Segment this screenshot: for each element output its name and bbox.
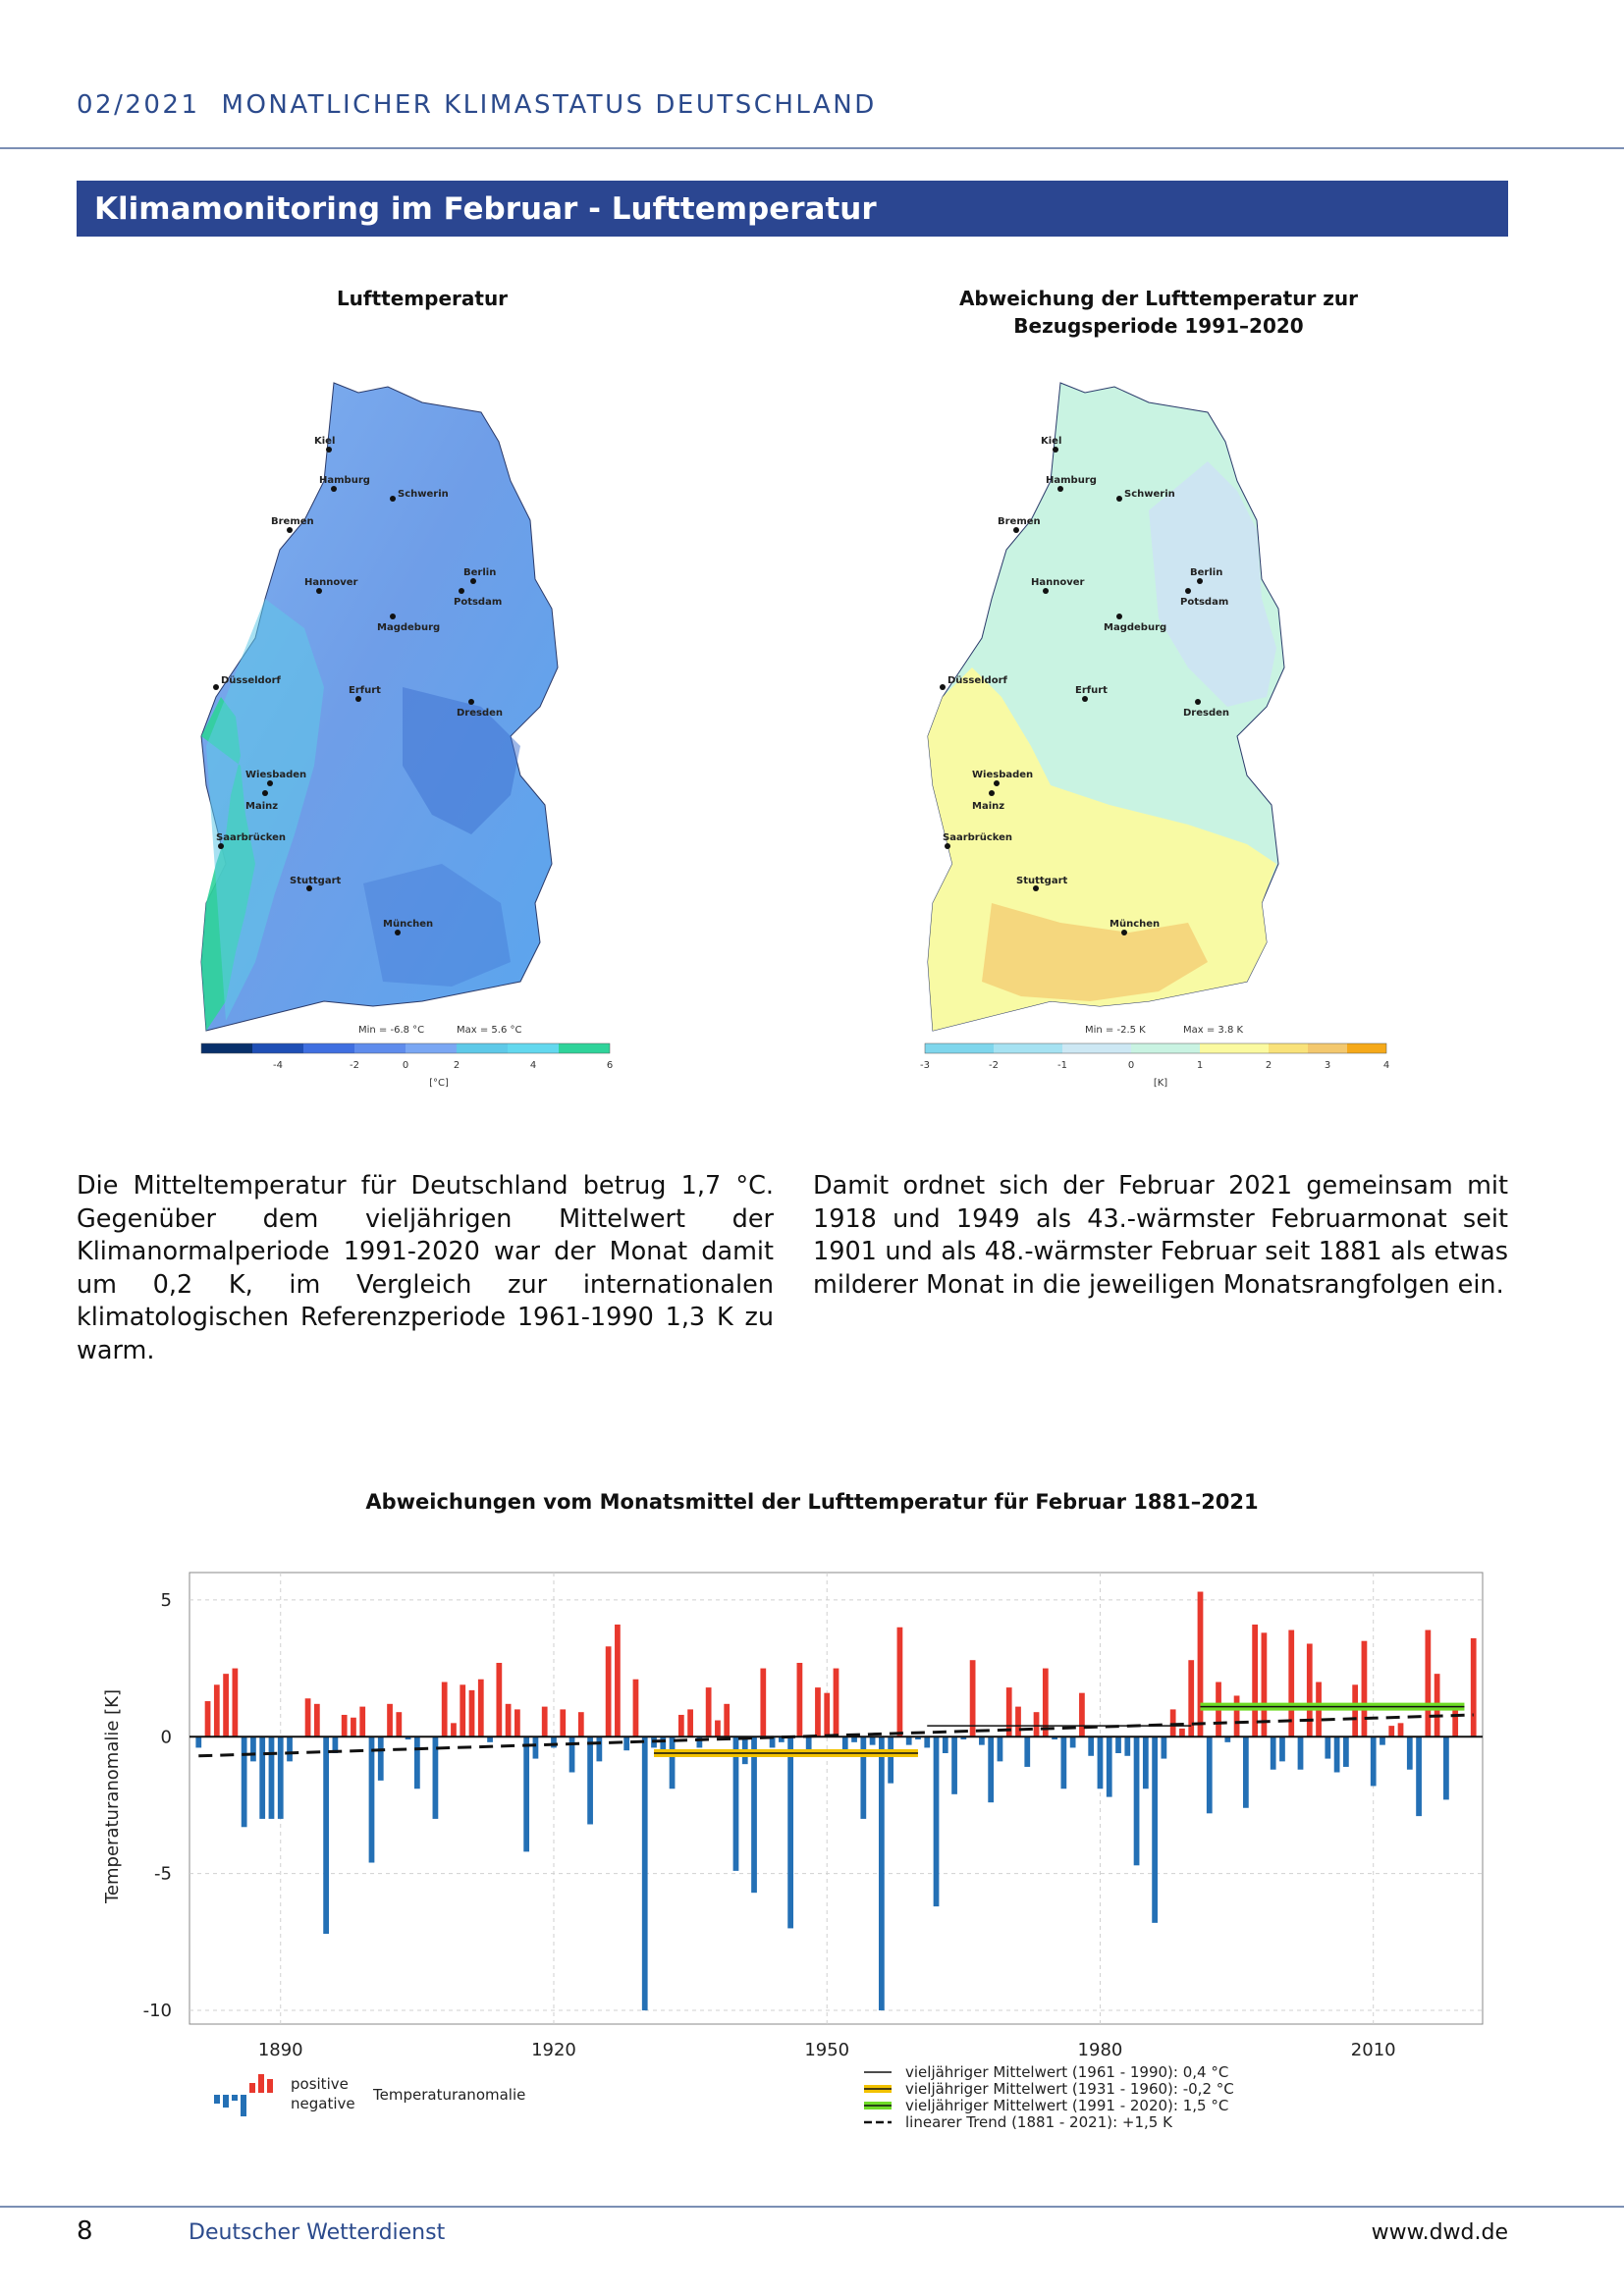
cb-left-tick: 0 <box>402 1060 409 1071</box>
page-number: 8 <box>77 2216 93 2246</box>
legend-lines <box>864 2063 1234 2131</box>
anomaly-bar <box>1124 1736 1130 1756</box>
anomaly-bar <box>387 1704 393 1736</box>
cb-left-tick: 6 <box>606 1060 614 1071</box>
anomaly-bar <box>1079 1693 1085 1737</box>
anomaly-bar <box>879 1736 885 2010</box>
cb-right-tick: -3 <box>920 1060 930 1071</box>
legend-bars <box>214 2074 525 2116</box>
anomaly-bar <box>1243 1736 1249 1807</box>
anomaly-bar <box>715 1721 721 1737</box>
anomaly-bar <box>1407 1736 1413 1769</box>
anomaly-bar <box>1307 1643 1313 1736</box>
x-tick-label: 1950 <box>804 2040 850 2060</box>
anomaly-bar <box>351 1718 356 1737</box>
anomaly-bar <box>533 1736 539 1758</box>
anomaly-bar <box>842 1736 848 1750</box>
cb-right-tick: 3 <box>1324 1060 1331 1071</box>
anomaly-bar <box>1298 1736 1304 1769</box>
anomaly-bar <box>560 1709 566 1736</box>
anomaly-bar <box>323 1736 329 1934</box>
map-right-title-line2: Bezugsperiode 1991–2020 <box>1013 314 1304 338</box>
anomaly-bar <box>369 1736 375 1862</box>
anomaly-bar <box>232 1669 238 1737</box>
city-mainz-right: Mainz <box>972 801 1005 812</box>
city-saarbruecken-right: Saarbrücken <box>943 832 1013 843</box>
map-left-colorbar <box>201 1043 610 1053</box>
cb-right-tick: 0 <box>1127 1060 1135 1071</box>
city-kiel-left: Kiel <box>314 436 336 447</box>
cb-left-tick: 4 <box>529 1060 537 1071</box>
anomaly-bar <box>706 1687 712 1736</box>
city-hannover-right: Hannover <box>1031 577 1085 588</box>
anomaly-bar <box>205 1701 211 1736</box>
city-hamburg-left: Hamburg <box>319 475 370 486</box>
anomaly-bar <box>1060 1736 1066 1789</box>
anomaly-bar <box>1098 1736 1104 1789</box>
anomaly-bar <box>1198 1592 1204 1737</box>
anomaly-bar <box>506 1704 512 1736</box>
anomaly-bar <box>860 1736 866 1819</box>
anomaly-bar <box>606 1646 612 1736</box>
section-title: Klimamonitoring im Februar - Lufttemperatur <box>94 191 877 227</box>
cb-left-tick: -4 <box>273 1060 283 1071</box>
anomaly-bar <box>988 1736 994 1802</box>
anomaly-bar <box>1115 1736 1121 1753</box>
y-tick-labels <box>143 1590 172 2021</box>
anomaly-bar <box>1143 1736 1149 1789</box>
city-potsdam-left: Potsdam <box>454 597 503 608</box>
anomaly-bar <box>1070 1736 1076 1747</box>
cb-right-tick: 4 <box>1382 1060 1390 1071</box>
header-issue: 02/2021 <box>77 90 200 120</box>
anomaly-bar <box>587 1736 593 1824</box>
anomaly-bar <box>1452 1709 1458 1736</box>
anomaly-bar <box>1088 1736 1094 1756</box>
anomaly-bar <box>1162 1736 1167 1758</box>
anomaly-bar <box>195 1736 201 1747</box>
anomaly-bar <box>214 1684 220 1736</box>
anomaly-bar <box>1271 1736 1276 1769</box>
anomaly-bar <box>469 1690 475 1736</box>
anomaly-chart <box>88 1551 1502 2160</box>
anomaly-bar <box>1416 1736 1422 1816</box>
anomaly-bar <box>596 1736 602 1761</box>
city-magdeburg-left: Magdeburg <box>377 622 441 633</box>
header-divider <box>0 147 1624 149</box>
city-erfurt-left: Erfurt <box>349 685 381 696</box>
city-wiesbaden-right: Wiesbaden <box>972 770 1034 780</box>
anomaly-bar <box>806 1736 812 1750</box>
anomaly-bar <box>551 1736 557 1747</box>
anomaly-bar <box>1471 1638 1477 1736</box>
anomaly-bar <box>259 1736 265 1819</box>
city-duesseldorf-right: Düsseldorf <box>947 675 1007 686</box>
anomaly-bar <box>1024 1736 1030 1767</box>
anomaly-bar <box>1134 1736 1140 1865</box>
city-muenchen-left: München <box>383 919 434 930</box>
anomaly-bar <box>633 1680 639 1737</box>
anomaly-bar <box>414 1736 420 1789</box>
map-left-colorbar-ticks <box>273 1060 613 1089</box>
paragraph-left: Die Mitteltemperatur für Deutschland betrug 1,7 °C. Gegenüber dem vieljährigen Mittelwert der Klimanormalperiode 1991-2020 war der Monat damit um 0,2 K, im Vergleich zur internationalen klimatologischen Referenzperiode 1961-1990 1,3 K zu warm. <box>77 1171 774 1365</box>
anomaly-bar <box>1388 1726 1394 1736</box>
anomaly-bar <box>906 1736 912 1744</box>
city-dresden-left: Dresden <box>457 708 504 719</box>
map-right-colorbar <box>925 1043 1386 1053</box>
x-tick-label: 1920 <box>531 2040 576 2060</box>
anomaly-bar <box>514 1709 520 1736</box>
city-magdeburg-right: Magdeburg <box>1104 622 1167 633</box>
cb-right-tick: -2 <box>989 1060 999 1071</box>
anomaly-bar <box>1015 1707 1021 1737</box>
y-axis-label: Temperaturanomalie [K] <box>102 1688 123 1904</box>
legend-trend: linearer Trend (1881 - 2021): +1,5 K <box>905 2113 1172 2131</box>
anomaly-bar <box>314 1704 320 1736</box>
anomaly-bar <box>1034 1712 1040 1736</box>
legend-ref-1931: vieljähriger Mittelwert (1931 - 1960): -0,2 °C <box>905 2080 1234 2098</box>
footer-url[interactable]: www.dwd.de <box>1371 2220 1508 2245</box>
anomaly-bar <box>1279 1736 1285 1761</box>
anomaly-bar <box>642 1736 648 2010</box>
anomaly-bar <box>305 1698 311 1736</box>
city-mainz-left: Mainz <box>245 801 279 812</box>
anomaly-bar <box>934 1736 940 1906</box>
anomaly-bar <box>223 1674 229 1736</box>
y-tick-label: -10 <box>142 2001 172 2022</box>
cb-left-unit: [°C] <box>429 1078 449 1089</box>
legend-positive: positive <box>291 2075 349 2093</box>
legend-negative: negative <box>291 2095 355 2112</box>
footer-divider <box>0 2206 1624 2208</box>
anomaly-bar <box>724 1704 730 1736</box>
anomaly-bar <box>1152 1736 1158 1923</box>
anomaly-bar <box>1362 1641 1368 1737</box>
anomaly-bar <box>1207 1736 1213 1813</box>
city-muenchen-right: München <box>1110 919 1161 930</box>
map-right <box>913 373 1443 1089</box>
cb-right-tick: -1 <box>1057 1060 1067 1071</box>
map-left <box>187 373 717 1089</box>
anomaly-bar <box>242 1736 247 1827</box>
city-wiesbaden-left: Wiesbaden <box>245 770 307 780</box>
anomaly-bar <box>678 1715 684 1736</box>
anomaly-bar <box>623 1736 629 1750</box>
city-dresden-right: Dresden <box>1183 708 1230 719</box>
map-right-min: Min = -2.5 K <box>1085 1025 1146 1036</box>
anomaly-bar <box>787 1736 793 1928</box>
city-stuttgart-right: Stuttgart <box>1016 876 1068 886</box>
anomaly-bar <box>478 1680 484 1737</box>
cb-right-tick: 2 <box>1265 1060 1272 1071</box>
anomaly-bar <box>1352 1684 1358 1736</box>
anomaly-bar <box>287 1736 293 1761</box>
anomaly-bar <box>578 1712 584 1736</box>
anomaly-bar <box>687 1709 693 1736</box>
city-erfurt-right: Erfurt <box>1075 685 1108 696</box>
x-tick-label: 1890 <box>257 2040 303 2060</box>
page-header <box>0 0 1624 147</box>
chart-title: Abweichungen vom Monatsmittel der Lufttemperatur für Februar 1881–2021 <box>365 1490 1259 1514</box>
anomaly-bar <box>751 1736 757 1893</box>
anomaly-bar <box>1371 1736 1377 1786</box>
anomaly-bar <box>569 1736 575 1772</box>
anomaly-bar <box>396 1712 402 1736</box>
anomaly-bar <box>924 1736 930 1747</box>
anomaly-bar <box>1234 1695 1240 1736</box>
legend-ref-1991: vieljähriger Mittelwert (1991 - 2020): 1,5 °C <box>905 2097 1229 2114</box>
city-stuttgart-left: Stuttgart <box>290 876 342 886</box>
anomaly-bar <box>1425 1630 1431 1737</box>
legend-anomaly-caption: Temperaturanomalie <box>373 2086 526 2104</box>
anomaly-bar <box>523 1736 529 1851</box>
city-berlin-right: Berlin <box>1190 567 1223 578</box>
anomaly-bar <box>1443 1736 1449 1799</box>
anomaly-bar <box>1380 1736 1385 1744</box>
footer-organization: Deutscher Wetterdienst <box>189 2220 446 2245</box>
anomaly-bar <box>269 1736 275 1819</box>
cb-right-unit: [K] <box>1153 1078 1168 1089</box>
map-right-title-line1: Abweichung der Lufttemperatur zur <box>958 287 1359 310</box>
anomaly-bar <box>542 1707 548 1737</box>
anomaly-bar <box>442 1682 448 1737</box>
anomaly-bar <box>496 1663 502 1736</box>
map-right-colorbar-ticks <box>920 1060 1389 1089</box>
x-tick-label: 1980 <box>1077 2040 1123 2060</box>
city-schwerin-left: Schwerin <box>398 489 449 500</box>
anomaly-bar <box>615 1625 621 1736</box>
anomaly-bar <box>760 1669 766 1737</box>
anomaly-bar <box>1343 1736 1349 1767</box>
city-saarbruecken-left: Saarbrücken <box>216 832 287 843</box>
city-hannover-left: Hannover <box>304 577 358 588</box>
y-tick-label: 0 <box>160 1727 172 1748</box>
map-right-title <box>913 285 1404 340</box>
map-left-title: Lufttemperatur <box>336 287 509 310</box>
anomaly-bar <box>250 1736 256 1761</box>
city-kiel-right: Kiel <box>1041 436 1062 447</box>
map-right-max: Max = 3.8 K <box>1183 1025 1244 1036</box>
anomaly-bar <box>897 1628 903 1737</box>
city-berlin-left: Berlin <box>463 567 497 578</box>
y-tick-label: 5 <box>160 1589 172 1611</box>
section-banner <box>77 181 1508 237</box>
paragraph-right: Damit ordnet sich der Februar 2021 gemeinsam mit 1918 und 1949 als 43.-wärmster Februarmonat seit 1901 und als 48.-wärmster Februar seit 1881 als etwas milderer Monat in die jeweiligen Monatsrangfolgen ein. <box>813 1171 1508 1300</box>
anomaly-bar <box>1252 1625 1258 1736</box>
anomaly-bar <box>943 1736 948 1753</box>
anomaly-bar <box>834 1669 839 1737</box>
anomaly-bar <box>451 1723 457 1736</box>
anomaly-bar <box>951 1736 957 1794</box>
anomaly-bar <box>378 1736 384 1781</box>
cb-left-tick: -2 <box>350 1060 359 1071</box>
city-potsdam-right: Potsdam <box>1180 597 1229 608</box>
cb-right-tick: 1 <box>1196 1060 1204 1071</box>
anomaly-bar <box>797 1663 803 1736</box>
anomaly-bar <box>815 1687 821 1736</box>
city-schwerin-right: Schwerin <box>1124 489 1175 500</box>
cb-left-tick: 2 <box>453 1060 460 1071</box>
x-tick-labels <box>258 2040 1396 2060</box>
city-hamburg-right: Hamburg <box>1046 475 1097 486</box>
anomaly-bar <box>1398 1723 1404 1736</box>
map-left-min: Min = -6.8 °C <box>358 1025 425 1036</box>
anomaly-bar <box>460 1684 465 1736</box>
anomaly-bar <box>1179 1729 1185 1736</box>
anomaly-bar <box>342 1715 348 1736</box>
anomaly-bar <box>278 1736 284 1819</box>
anomaly-bar <box>888 1736 893 1783</box>
map-left-max: Max = 5.6 °C <box>457 1025 522 1036</box>
anomaly-bar <box>359 1707 365 1737</box>
city-duesseldorf-left: Düsseldorf <box>221 675 281 686</box>
anomaly-bar <box>824 1693 830 1737</box>
anomaly-bar <box>870 1736 876 1744</box>
legend-ref-1961: vieljähriger Mittelwert (1961 - 1990): 0,4 °C <box>905 2063 1229 2081</box>
city-bremen-right: Bremen <box>998 516 1041 527</box>
city-bremen-left: Bremen <box>271 516 314 527</box>
anomaly-bar <box>670 1736 676 1789</box>
anomaly-bar <box>998 1736 1003 1761</box>
anomaly-bar <box>979 1736 985 1744</box>
anomaly-bar <box>1334 1736 1340 1772</box>
y-tick-label: -5 <box>154 1863 172 1885</box>
x-tick-label: 2010 <box>1350 2040 1396 2060</box>
anomaly-bar <box>1107 1736 1112 1796</box>
header-report-name: MONATLICHER KLIMASTATUS DEUTSCHLAND <box>221 90 877 120</box>
header-title <box>77 90 877 120</box>
anomaly-bar <box>1325 1736 1330 1758</box>
